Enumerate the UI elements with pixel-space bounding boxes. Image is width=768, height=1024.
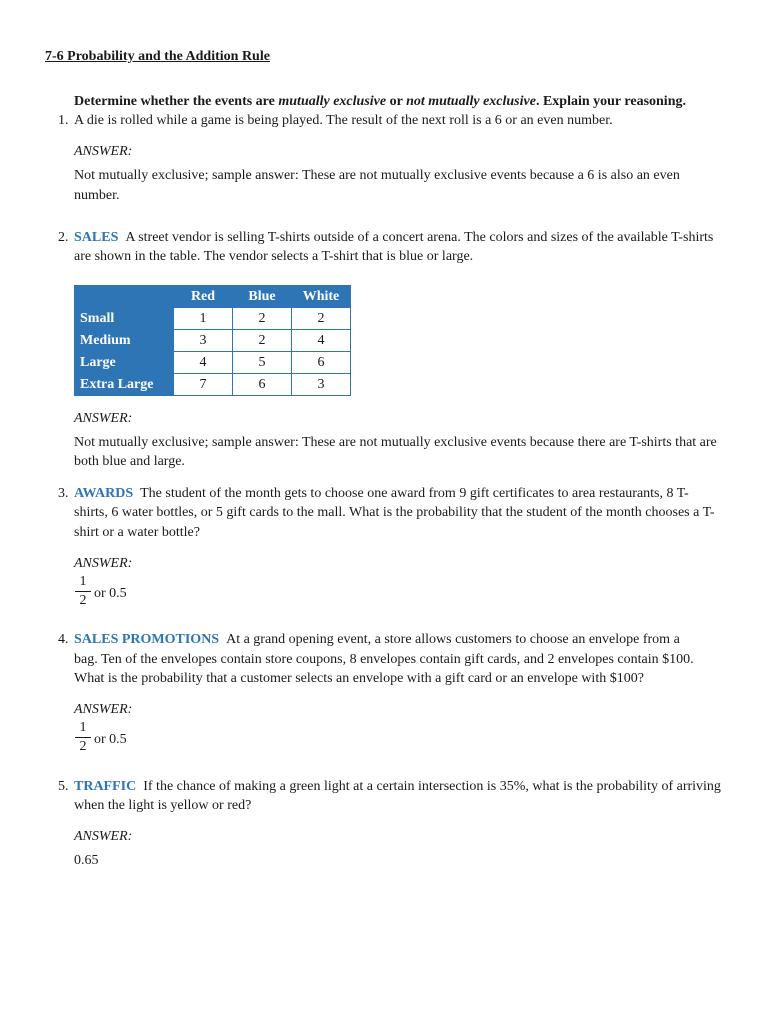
question-text: shirt or a water bottle? [74,525,200,540]
fraction-bar [75,591,91,592]
answer-label: ANSWER: [74,829,133,844]
column-header: Blue [233,286,292,308]
answer-fraction [75,574,91,609]
instruction-text: Determine whether the events are [74,94,279,109]
question-text: A die is rolled while a game is being played. The result of the next roll is a 6 or an even number. [74,113,613,128]
answer-text: Not mutually exclusive; sample answer: These are not mutually exclusive events because a 6 is also an even [74,168,680,183]
instruction-emphasis: mutually exclusive [278,94,387,109]
answer-text: 0.65 [74,853,99,868]
answer-label: ANSWER: [74,702,133,717]
table-cell: 3 [174,330,233,352]
answer-fraction [75,720,91,755]
table-row [75,374,351,396]
table-cell: 3 [292,374,351,396]
question-line: If the chance of making a green light at a certain intersection is 35%, what is the probability of arriving [143,779,721,794]
question-number: 4. [58,632,69,647]
question-text: What is the probability that a customer selects an envelope with a gift card or an envelope with $100? [74,671,644,686]
column-header: White [292,286,351,308]
table-cell: 5 [233,352,292,374]
question-number: 1. [58,113,69,128]
question-text [74,228,713,247]
table-cell: 2 [292,308,351,330]
question-number: 5. [58,779,69,794]
row-header: Small [75,308,174,330]
question-line: A street vendor is selling T-shirts outside of a concert arena. The colors and sizes of the available T-shirts [125,230,714,245]
table-row [75,330,351,352]
instruction-text: . Explain your reasoning. [535,94,686,109]
row-header: Large [75,352,174,374]
column-header: Red [174,286,233,308]
tshirt-table [74,285,351,396]
answer-text: or 0.5 [94,586,127,601]
table-cell: 7 [174,374,233,396]
answer-text: or 0.5 [94,732,127,747]
question-text [74,630,680,649]
page-title: 7-6 Probability and the Addition Rule [45,49,270,64]
answer-label: ANSWER: [74,144,133,159]
question-keyword: SALES PROMOTIONS [74,632,220,647]
answer-label: ANSWER: [74,411,133,426]
fraction-denominator: 2 [79,593,87,608]
fraction-numerator: 1 [79,720,87,735]
table-cell: 2 [233,308,292,330]
table-cell: 4 [292,330,351,352]
instruction-emphasis: not mutually exclusive [406,94,536,109]
table-cell: 2 [233,330,292,352]
table-header-row [75,286,351,308]
question-keyword: AWARDS [74,486,134,501]
fraction-numerator: 1 [79,574,87,589]
fraction-denominator: 2 [79,739,87,754]
table-row [75,308,351,330]
question-line: At a grand opening event, a store allows customers to choose an envelope from a [226,632,680,647]
question-line: The student of the month gets to choose one award from 9 gift certificates to area restaurants, 8 T- [140,486,689,501]
question-text [74,484,689,503]
answer-text: Not mutually exclusive; sample answer: These are not mutually exclusive events because there are T-shirts that are [74,435,717,450]
table-cell: 4 [174,352,233,374]
row-header: Medium [75,330,174,352]
question-number: 3. [58,486,69,501]
table-cell: 1 [174,308,233,330]
table-corner [75,286,174,308]
table-row [75,352,351,374]
answer-label: ANSWER: [74,556,133,571]
question-keyword: TRAFFIC [74,779,137,794]
instruction [74,92,686,111]
question-text [74,777,721,796]
table-cell: 6 [292,352,351,374]
instruction-text: or [386,94,407,109]
answer-text: both blue and large. [74,454,185,469]
question-text: shirts, 6 water bottles, or 5 gift cards to the mall. What is the probability that the student of the month chooses a T- [74,505,715,520]
question-keyword: SALES [74,230,119,245]
fraction-bar [75,737,91,738]
question-text: are shown in the table. The vendor selects a T-shirt that is blue or large. [74,249,474,264]
answer-text: number. [74,188,120,203]
row-header: Extra Large [75,374,174,396]
question-text: when the light is yellow or red? [74,798,252,813]
table-cell: 6 [233,374,292,396]
question-number: 2. [58,230,69,245]
question-text: bag. Ten of the envelopes contain store coupons, 8 envelopes contain gift cards, and 2 envelopes contain $100. [74,652,694,667]
